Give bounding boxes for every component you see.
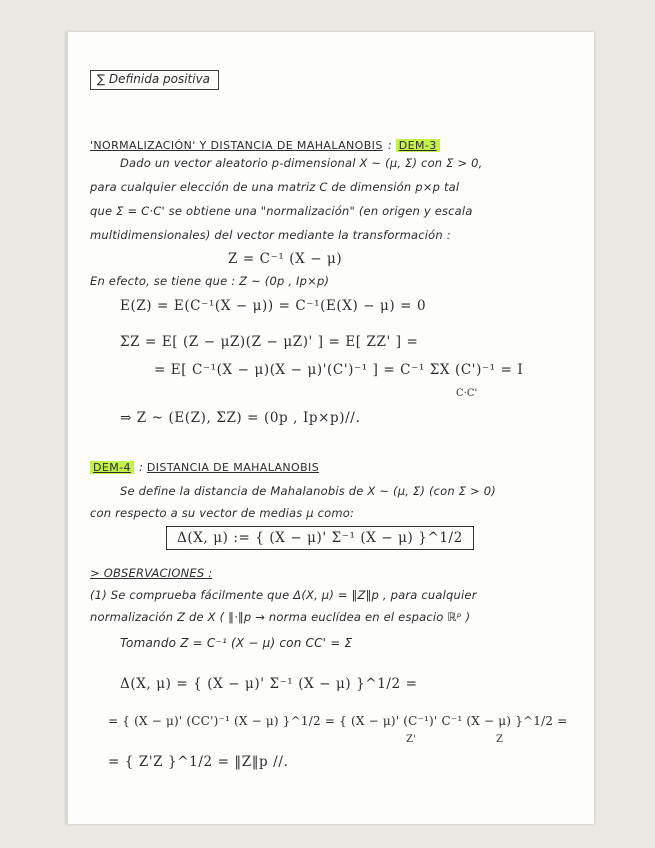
- section1-heading-row: 'NORMALIZACIÓN' Y DISTANCIA DE MAHALANOBIS : DEM-3: [90, 134, 440, 153]
- section1-tag: DEM-3: [396, 139, 440, 152]
- page-title: ∑ Definida positiva: [90, 70, 219, 90]
- section1-para-line: para cualquier elección de una matriz C de dimensión p×p tal: [90, 180, 460, 194]
- section2-tag: DEM-4: [90, 461, 134, 474]
- equation-distance-2: = { (X − μ)' (CC')⁻¹ (X − μ) }^1/2 = { (X − μ)' (C⁻¹)' C⁻¹ (X − μ) }^1/2 =: [108, 714, 568, 728]
- equation-distance-3: = { Z'Z }^1/2 = ‖Z‖p //.: [108, 754, 289, 770]
- section1-para-line: Dado un vector aleatorio p-dimensional X ~ (μ, Σ) con Σ > 0,: [120, 156, 483, 170]
- effect-text: En efecto, se tiene que : Z ~ (0p , Ip×p): [90, 274, 330, 288]
- z-note: Z: [496, 734, 503, 745]
- section2-para-line: con respecto a su vector de medias μ como:: [90, 506, 355, 520]
- section1-para-line: que Σ = C·C' se obtiene una "normalización" (en origen y escala: [90, 204, 473, 218]
- equation-covariance: ΣZ = E[ (Z − μZ)(Z − μZ)' ] = E[ ZZ' ] =: [120, 334, 419, 350]
- equation-z-definition: Z = C⁻¹ (X − μ): [228, 251, 343, 267]
- section2-para-line: Se define la distancia de Mahalanobis de X ~ (μ, Σ) (con Σ > 0): [120, 484, 496, 498]
- notebook-page: [66, 32, 594, 824]
- equation-distribution: ⇒ Z ~ (E(Z), ΣZ) = (0p , Ip×p)//.: [120, 410, 361, 426]
- observation-line: normalización Z de X ( ‖·‖p → norma euclídea en el espacio ℝᵖ ): [90, 610, 471, 624]
- equation-expectation: E(Z) = E(C⁻¹(X − μ)) = C⁻¹(E(X) − μ) = 0: [120, 298, 427, 314]
- observations-heading: > OBSERVACIONES :: [90, 566, 213, 580]
- equation-covariance-cont: = E[ C⁻¹(X − μ)(X − μ)'(C')⁻¹ ] = C⁻¹ ΣX (C')⁻¹ = I: [154, 362, 524, 378]
- taking-line: Tomando Z = C⁻¹ (X − μ) con CC' = Σ: [120, 636, 353, 650]
- section2-heading-row: DEM-4 : DISTANCIA DE MAHALANOBIS: [90, 456, 319, 475]
- z-transpose-note: Z': [406, 734, 416, 745]
- section1-heading: 'NORMALIZACIÓN' Y DISTANCIA DE MAHALANOBIS: [90, 139, 383, 152]
- section2-heading: DISTANCIA DE MAHALANOBIS: [146, 461, 320, 474]
- observation-line: (1) Se comprueba fácilmente que Δ(X, μ) = ‖Z‖p , para cualquier: [90, 588, 477, 602]
- mahalanobis-definition: Δ(X, μ) := { (X − μ)' Σ⁻¹ (X − μ) }^1/2: [166, 526, 474, 550]
- sigma-note: C·C': [456, 388, 478, 399]
- mahalanobis-definition-box: [166, 530, 474, 546]
- section1-para-line: multidimensionales) del vector mediante la transformación :: [90, 228, 451, 242]
- equation-distance-1: Δ(X, μ) = { (X − μ)' Σ⁻¹ (X − μ) }^1/2 =: [120, 676, 418, 692]
